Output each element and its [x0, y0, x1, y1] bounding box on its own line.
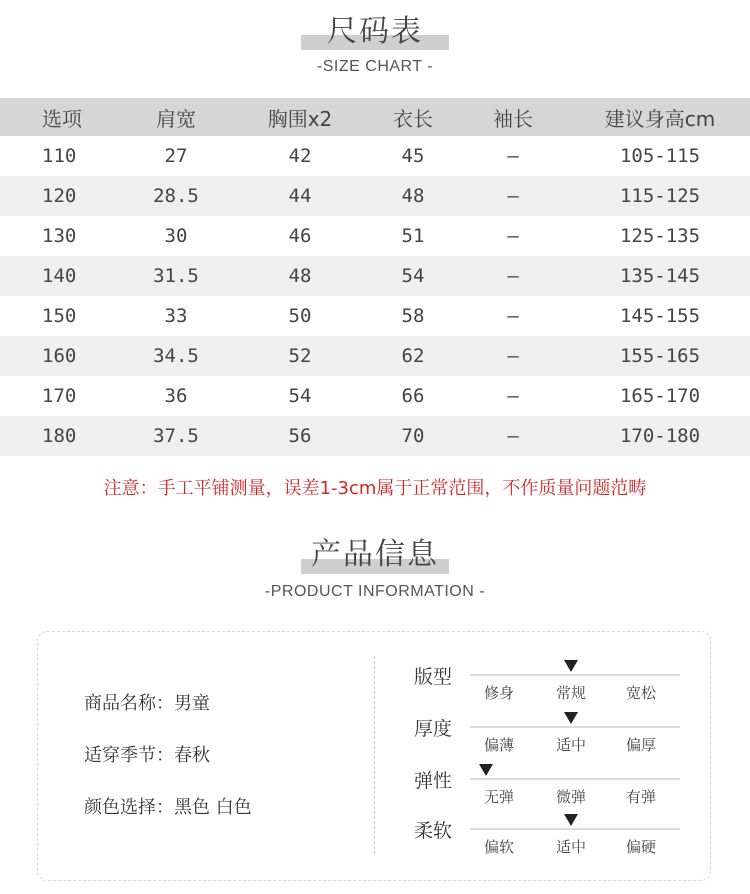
scale-option: 适中: [555, 736, 586, 754]
table-header-cell: 选项: [42, 106, 82, 131]
down-triangle-icon: [564, 660, 578, 672]
table-cell: 70: [401, 425, 425, 447]
table-row: [0, 336, 750, 376]
table-cell: 28.5: [153, 185, 199, 207]
table-cell: 62: [401, 345, 425, 367]
table-cell: 51: [401, 225, 425, 247]
table-cell: 66: [401, 385, 425, 407]
dashed-divider: [374, 656, 375, 854]
attribute-scale: [414, 662, 684, 714]
table-row: [0, 416, 750, 456]
table-cell: 50: [288, 305, 312, 327]
product-info-header: [0, 537, 750, 600]
scale-option: 适中: [555, 838, 586, 856]
down-triangle-icon: [564, 712, 578, 724]
table-cell: 110: [42, 145, 77, 167]
table-cell: 170: [42, 385, 77, 407]
table-row: [0, 136, 750, 176]
scale-label: 弹性: [414, 770, 453, 792]
table-cell: –: [507, 305, 519, 327]
attribute-scale: [414, 714, 684, 766]
scale-option: 常规: [555, 684, 586, 702]
scale-option: 偏硬: [625, 838, 656, 856]
table-cell: 52: [288, 345, 312, 367]
scale-option: 偏厚: [625, 736, 656, 754]
scale-option: 有弹: [625, 788, 656, 806]
table-cell: 125-135: [619, 225, 701, 247]
table-cell: 145-155: [619, 305, 701, 327]
table-cell: –: [507, 265, 519, 287]
scale-option: 微弹: [555, 788, 586, 806]
table-cell: 33: [164, 305, 188, 327]
table-header-row: [0, 98, 750, 136]
size-table: [0, 98, 750, 456]
measurement-note: 注意：手工平铺测量，误差1-3cm属于正常范围，不作质量问题范畴: [103, 478, 647, 499]
attribute-scale: [414, 766, 684, 818]
size-chart-subtitle: -SIZE CHART -: [316, 58, 434, 75]
table-cell: 140: [42, 265, 77, 287]
table-row: [0, 216, 750, 256]
table-cell: 56: [288, 425, 312, 447]
detail-season: 适穿季节：春秋: [84, 745, 210, 766]
table-cell: 31.5: [153, 265, 199, 287]
scale-line: [470, 726, 680, 728]
table-cell: 34.5: [153, 345, 199, 367]
table-cell: 45: [401, 145, 425, 167]
scale-line: [470, 828, 680, 830]
table-row: [0, 256, 750, 296]
detail-name: 商品名称：男童: [84, 693, 210, 714]
table-cell: 44: [288, 185, 312, 207]
table-cell: 130: [42, 225, 77, 247]
product-info-box: [37, 631, 711, 881]
scale-option: 修身: [483, 684, 514, 702]
size-chart-header: [0, 14, 750, 75]
scale-option: 无弹: [483, 788, 514, 806]
table-cell: –: [507, 425, 519, 447]
table-cell: 54: [401, 265, 425, 287]
product-info-subtitle: -PRODUCT INFORMATION -: [264, 583, 486, 600]
table-cell: 150: [42, 305, 77, 327]
table-cell: –: [507, 345, 519, 367]
table-cell: –: [507, 385, 519, 407]
table-cell: 48: [401, 185, 425, 207]
scale-line: [470, 674, 680, 676]
scale-line: [470, 778, 680, 780]
scale-option: 偏薄: [483, 736, 514, 754]
table-cell: 46: [288, 225, 312, 247]
down-triangle-icon: [564, 814, 578, 826]
table-cell: 155-165: [619, 345, 701, 367]
table-cell: 36: [164, 385, 188, 407]
table-header-cell: 肩宽: [156, 106, 196, 131]
table-cell: 48: [288, 265, 312, 287]
table-cell: 54: [288, 385, 312, 407]
table-cell: –: [507, 145, 519, 167]
table-cell: –: [507, 225, 519, 247]
table-header-cell: 建议身高cm: [604, 106, 716, 131]
table-cell: 58: [401, 305, 425, 327]
table-header-cell: 胸围x2: [267, 106, 333, 131]
detail-color: 颜色选择：黑色 白色: [84, 797, 252, 818]
scale-label: 版型: [414, 666, 453, 688]
table-cell: 135-145: [619, 265, 701, 287]
scale-label: 柔软: [414, 820, 453, 842]
table-cell: 180: [42, 425, 77, 447]
scale-label: 厚度: [414, 718, 453, 740]
table-cell: 160: [42, 345, 77, 367]
table-header-cell: 衣长: [393, 106, 433, 131]
table-row: [0, 296, 750, 336]
product-details: [84, 689, 252, 845]
table-cell: 37.5: [153, 425, 199, 447]
table-header-cell: 袖长: [493, 106, 533, 131]
table-row: [0, 176, 750, 216]
table-cell: 165-170: [619, 385, 701, 407]
down-triangle-icon: [479, 764, 493, 776]
table-row: [0, 376, 750, 416]
table-cell: 30: [164, 225, 188, 247]
table-cell: 170-180: [619, 425, 701, 447]
product-info-title: 产品信息: [311, 537, 439, 572]
table-cell: 105-115: [619, 145, 701, 167]
table-cell: 27: [164, 145, 188, 167]
table-cell: –: [507, 185, 519, 207]
scale-option: 宽松: [625, 684, 656, 702]
size-chart-title: 尺码表: [327, 14, 423, 49]
table-cell: 120: [42, 185, 77, 207]
table-cell: 115-125: [619, 185, 701, 207]
table-cell: 42: [288, 145, 312, 167]
attribute-scale: [414, 816, 684, 868]
scale-option: 偏软: [483, 838, 514, 856]
